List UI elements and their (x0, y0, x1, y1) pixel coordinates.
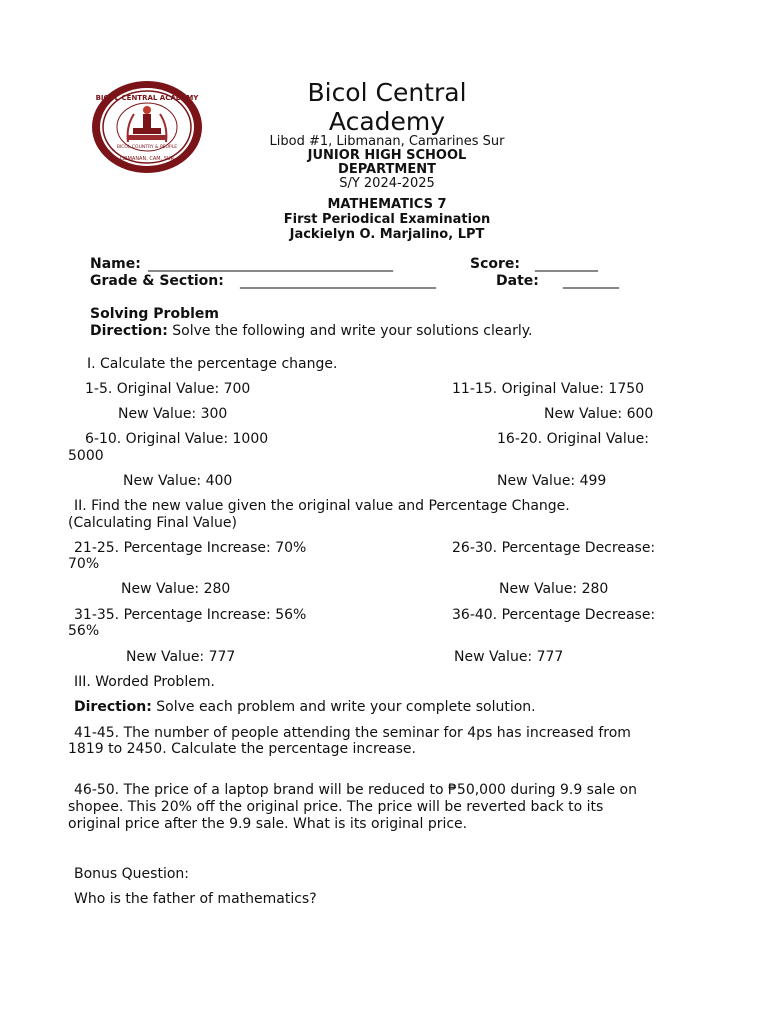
question-46-50-line1: 46-50. The price of a laptop brand will be reduced to ₱50,000 during 9.9 sale on (74, 782, 637, 798)
grade-section-blank: ____________________________ (240, 273, 436, 289)
item-26-30: 26-30. Percentage Decrease: (452, 540, 656, 556)
score-label: Score: (470, 256, 520, 272)
item-36-40-new: New Value: 777 (454, 649, 564, 665)
school-year: S/Y 2024-2025 (339, 176, 435, 191)
item-6-10-original: 6-10. Original Value: 1000 (85, 431, 269, 447)
part2-title-line2: (Calculating Final Value) (68, 515, 237, 531)
school-name: Bicol Central Academy (307, 78, 467, 136)
seal-text-ribbon: BICOL COUNTRY & PEOPLE (116, 145, 178, 150)
item-1-5-new: New Value: 300 (118, 406, 228, 422)
item-36-40: 36-40. Percentage Decrease: (452, 607, 656, 623)
item-26-30-new: New Value: 280 (499, 581, 609, 597)
subject-title: MATHEMATICS 7 (327, 197, 447, 212)
item-31-35: 31-35. Percentage Increase: 56% (74, 607, 307, 623)
direction-label: Direction: (90, 323, 168, 339)
question-46-50-line3: original price after the 9.9 sale. What is its original price. (68, 816, 468, 832)
part1-title: I. Calculate the percentage change. (87, 356, 338, 372)
item-16-20-original-cont: 5000 (68, 448, 104, 464)
item-11-15-original: 11-15. Original Value: 1750 (452, 381, 645, 397)
teacher-name: Jackielyn O. Marjalino, LPT (289, 227, 485, 242)
item-16-20-original: 16-20. Original Value: (497, 431, 649, 447)
item-6-10-new: New Value: 400 (123, 473, 233, 489)
direction (90, 323, 532, 340)
seal-text-top: BICOL CENTRAL ACADEMY (95, 94, 199, 102)
item-36-40-cont: 56% (68, 623, 100, 639)
part3-direction (74, 699, 536, 716)
department-line-2: DEPARTMENT (338, 162, 436, 177)
name-blank: ___________________________________ (148, 256, 393, 272)
score-blank: _________ (535, 256, 598, 272)
item-21-25: 21-25. Percentage Increase: 70% (74, 540, 307, 556)
school-address: Libod #1, Libmanan, Camarines Sur (269, 134, 505, 149)
name-label: Name: (90, 256, 141, 272)
direction-text: Solve the following and write your solutions clearly. (172, 323, 533, 339)
bonus-label: Bonus Question: (74, 866, 189, 882)
item-26-30-cont: 70% (68, 556, 100, 572)
exam-title: First Periodical Examination (283, 212, 491, 227)
section-heading: Solving Problem (90, 306, 219, 322)
department-line-1: JUNIOR HIGH SCHOOL (307, 148, 467, 163)
item-21-25-new: New Value: 280 (121, 581, 231, 597)
part3-direction-label: Direction: (74, 699, 152, 715)
part3-title: III. Worded Problem. (74, 674, 215, 690)
part3-direction-text: Solve each problem and write your complete solution. (156, 699, 536, 715)
part2-title-line1: II. Find the new value given the original value and Percentage Change. (74, 498, 570, 514)
date-label: Date: (496, 273, 539, 289)
item-11-15-new: New Value: 600 (544, 406, 654, 422)
bonus-question: Who is the father of mathematics? (74, 891, 317, 907)
seal-text-bottom: LIBMANAN, CAM. SUR (119, 156, 175, 162)
date-blank: ________ (563, 273, 619, 289)
grade-section-label: Grade & Section: (90, 273, 224, 289)
question-46-50-line2: shopee. This 20% off the original price. The price will be reverted back to its (68, 799, 604, 815)
question-41-45-line2: 1819 to 2450. Calculate the percentage increase. (68, 741, 416, 757)
item-1-5-original: 1-5. Original Value: 700 (85, 381, 251, 397)
question-41-45-line1: 41-45. The number of people attending the seminar for 4ps has increased from (74, 725, 631, 741)
item-31-35-new: New Value: 777 (126, 649, 236, 665)
item-16-20-new: New Value: 499 (497, 473, 607, 489)
school-seal-logo (90, 80, 205, 175)
